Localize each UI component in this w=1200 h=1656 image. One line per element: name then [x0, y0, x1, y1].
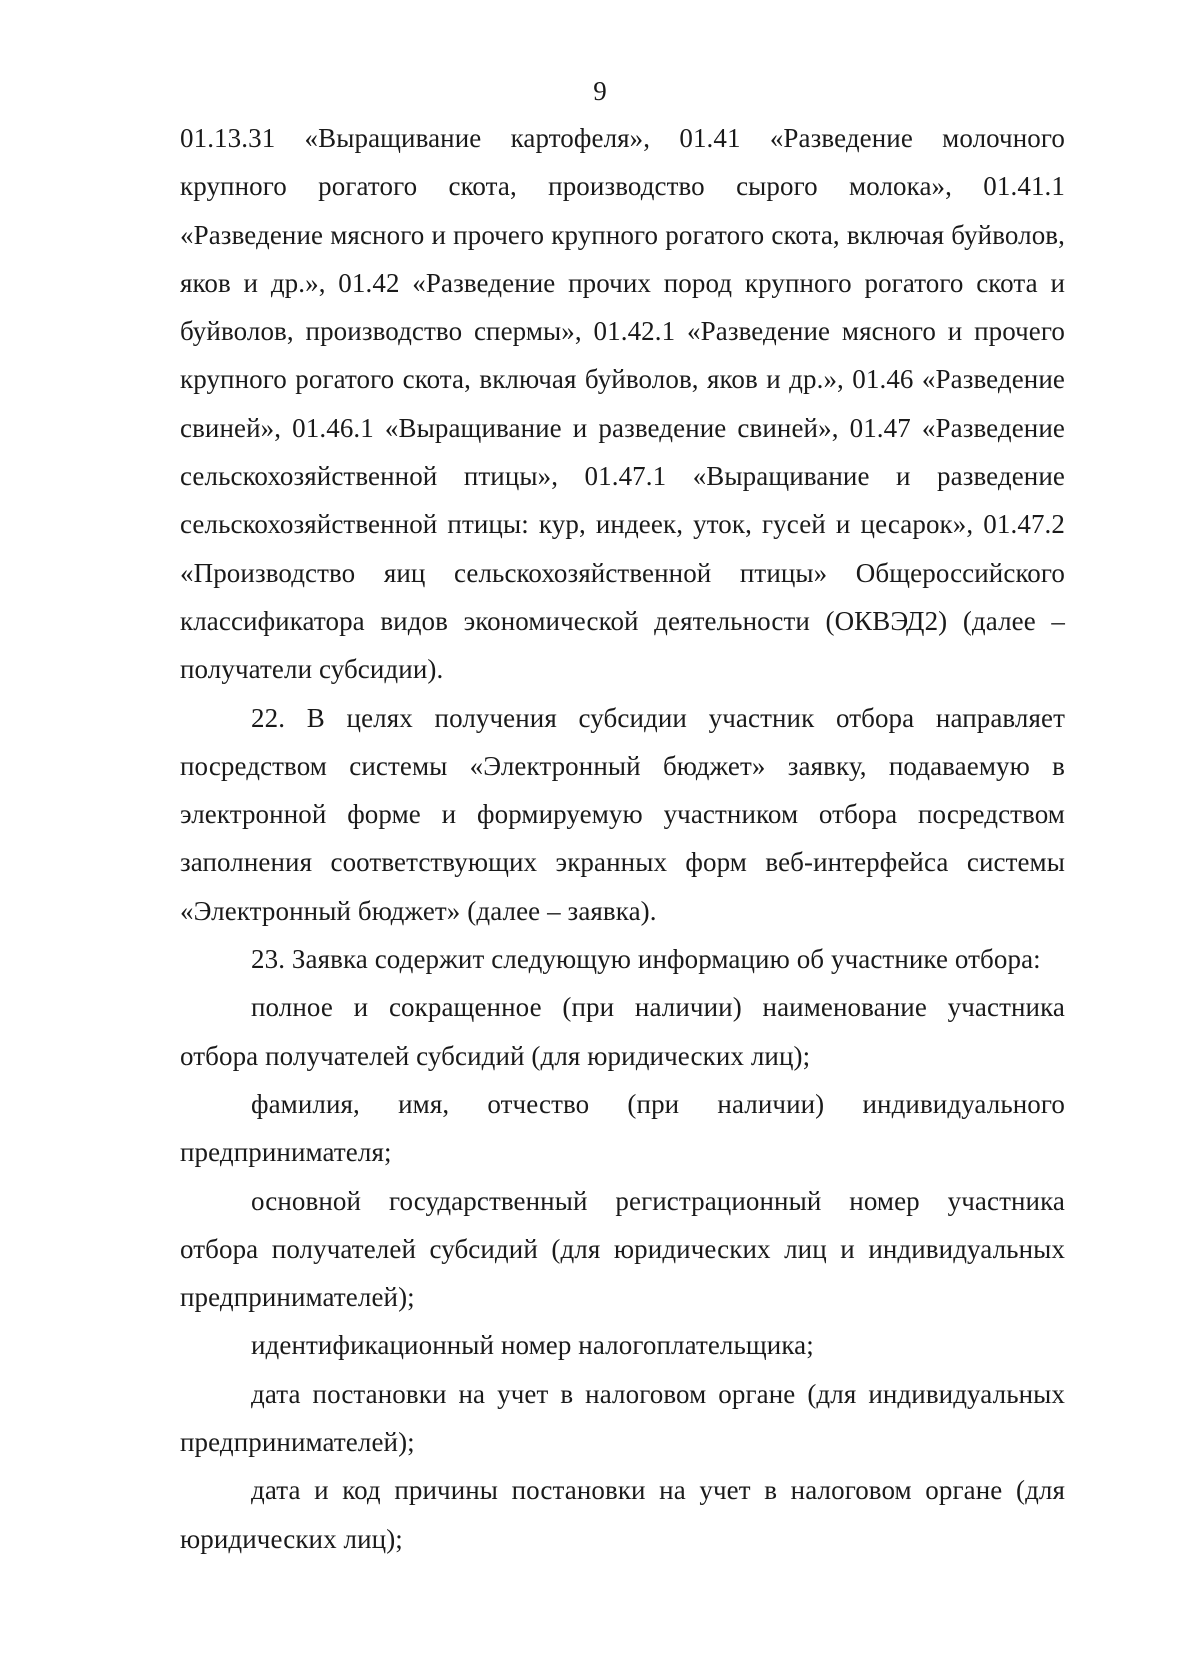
paragraph-23: 23. Заявка содержит следующую информацию об участнике отбора: — [251, 944, 1041, 975]
list-item-ogrn: основной государственный регистрационный номер участника отбора получателей субсидий (для юридических лиц и индивидуальных предпринимателей); — [180, 1185, 1065, 1313]
paragraph-okved-codes: 01.13.31 «Выращивание картофеля», 01.41 «Разведение молочного крупного рогатого скота, производство сырого молока», 01.41.1 «Разведение мясного и прочего крупного рогатого скота, включая буйволов, яков и др.», 01.42 «Разведение прочих пород крупного рогатого скота и буйволов, производство спермы», 01.42.1 «Разведение мясного и прочего крупного рогатого скота, включая буйволов, яков и др.», 01.46 «Разведение свиней», 01.46.1 «Выращивание и разведение свиней», 01.47 «Разведение сельскохозяйственной птицы», 01.47.1 «Выращивание и разведение сельскохозяйственной птицы: кур, индеек, уток, гусей и цесарок», 01.47.2 «Производство яиц сельскохозяйственной птицы» Общероссийского классификатора видов экономической деятельности (ОКВЭД2) (далее – получатели субсидии). — [180, 123, 1065, 685]
list-item-tax-registration-date: дата постановки на учет в налоговом органе (для индивидуальных предпринимателей); — [180, 1378, 1065, 1458]
list-item-kpp: дата и код причины постановки на учет в налоговом органе (для юридических лиц); — [180, 1475, 1065, 1554]
page-number: 9 — [593, 76, 607, 106]
list-item-name: полное и сокращенное (при наличии) наименование участника отбора получателей субсидий (для юридических лиц); — [180, 992, 1065, 1071]
document-body — [180, 114, 1065, 1563]
list-item-fio: фамилия, имя, отчество (при наличии) индивидуального предпринимателя; — [180, 1088, 1065, 1168]
list-item-inn: идентификационный номер налогоплательщика; — [251, 1330, 814, 1361]
paragraph-22: 22. В целях получения субсидии участник отбора направляет посредством системы «Электронный бюджет» заявку, подаваемую в электронной форме и формируемую участником отбора посредством заполнения соответствующих экранных форм веб-интерфейса системы «Электронный бюджет» (далее – заявка). — [180, 702, 1065, 926]
